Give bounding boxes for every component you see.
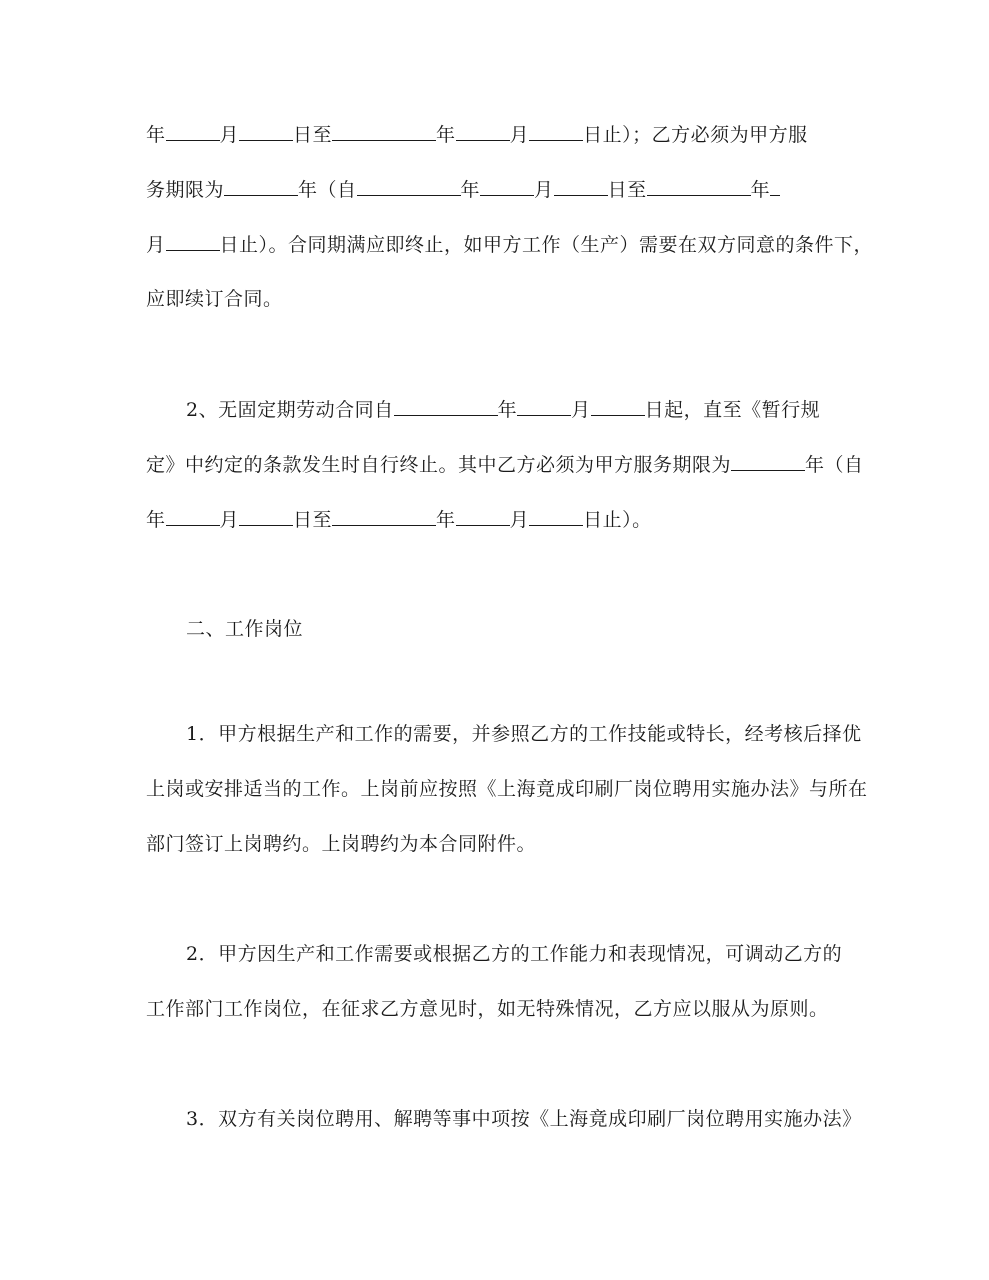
text: 月 — [509, 509, 530, 531]
text: 定》中约定的条款发生时自行终止。其中乙方必须为甲方服务期限为 — [146, 454, 732, 476]
item1-line-3: 部门签订上岗聘约。上岗聘约为本合同附件。 — [146, 833, 537, 855]
text: 年 — [750, 179, 771, 201]
blank-field — [166, 120, 220, 141]
text: 日止）。 — [583, 509, 652, 531]
item2-line-2: 工作部门工作岗位，在征求乙方意见时，如无特殊情况，乙方应以服从为原则。 — [146, 998, 829, 1020]
text: 日止）；乙方必须为甲方服 — [583, 124, 808, 146]
blank-field — [332, 120, 436, 141]
text: 年 — [436, 124, 456, 146]
blank-field — [456, 120, 510, 141]
blank-field — [224, 175, 298, 196]
item1-line-2: 上岗或安排适当的工作。上岗前应按照《上海竟成印刷厂岗位聘用实施办法》与所在 — [146, 778, 868, 800]
blank-field — [770, 175, 780, 196]
text: 月 — [534, 179, 554, 201]
blank-field — [647, 175, 751, 196]
blank-field — [731, 450, 805, 471]
item2-line-1: 2．甲方因生产和工作需要或根据乙方的工作能力和表现情况，可调动乙方的 — [186, 943, 843, 965]
p1-line-1 — [146, 120, 846, 149]
blank-field — [166, 505, 220, 526]
text: 2、无固定期劳动合同自 — [186, 399, 394, 421]
item1-line-1: 1．甲方根据生产和工作的需要，并参照乙方的工作技能或特长，经考核后择优 — [186, 723, 862, 745]
blank-field — [332, 505, 436, 526]
p1-line-3 — [146, 230, 874, 259]
text: 日起，直至《暂行规 — [644, 399, 821, 421]
blank-field — [529, 120, 583, 141]
blank-field — [591, 395, 645, 416]
blank-field — [394, 395, 498, 416]
item3-line-1: 3．双方有关岗位聘用、解聘等事中项按《上海竟成印刷厂岗位聘用实施办法》 — [186, 1108, 862, 1130]
blank-field — [456, 505, 510, 526]
text: 年 — [460, 179, 481, 201]
text: 月 — [509, 124, 530, 146]
blank-field — [239, 505, 293, 526]
section-heading: 二、工作岗位 — [186, 618, 304, 640]
blank-field — [239, 120, 293, 141]
blank-field — [529, 505, 583, 526]
text: 月 — [571, 399, 591, 421]
blank-field — [517, 395, 571, 416]
p2-line-1 — [186, 395, 846, 424]
text: 年 — [146, 509, 166, 531]
text: 日止）。合同期满应即终止，如甲方工作（生产）需要在双方同意的条件下， — [219, 234, 874, 256]
text: 月 — [219, 509, 240, 531]
text: 年（自 — [805, 454, 864, 476]
blank-field — [480, 175, 534, 196]
text: 年 — [497, 399, 518, 421]
blank-field — [357, 175, 461, 196]
text: 年（自 — [298, 179, 357, 201]
text: 务期限为 — [146, 179, 225, 201]
text: 月 — [219, 124, 240, 146]
text: 年 — [146, 124, 166, 146]
p1-line-2 — [146, 175, 846, 204]
blank-field — [166, 230, 220, 251]
p2-line-2 — [146, 450, 864, 479]
blank-field — [554, 175, 608, 196]
text: 日至 — [293, 124, 333, 146]
p2-line-3 — [146, 505, 846, 534]
text: 年 — [436, 509, 456, 531]
text: 月 — [146, 234, 166, 256]
text: 日至 — [607, 179, 647, 201]
text: 日至 — [293, 509, 333, 531]
p1-line-4: 应即续订合同。 — [146, 288, 283, 310]
